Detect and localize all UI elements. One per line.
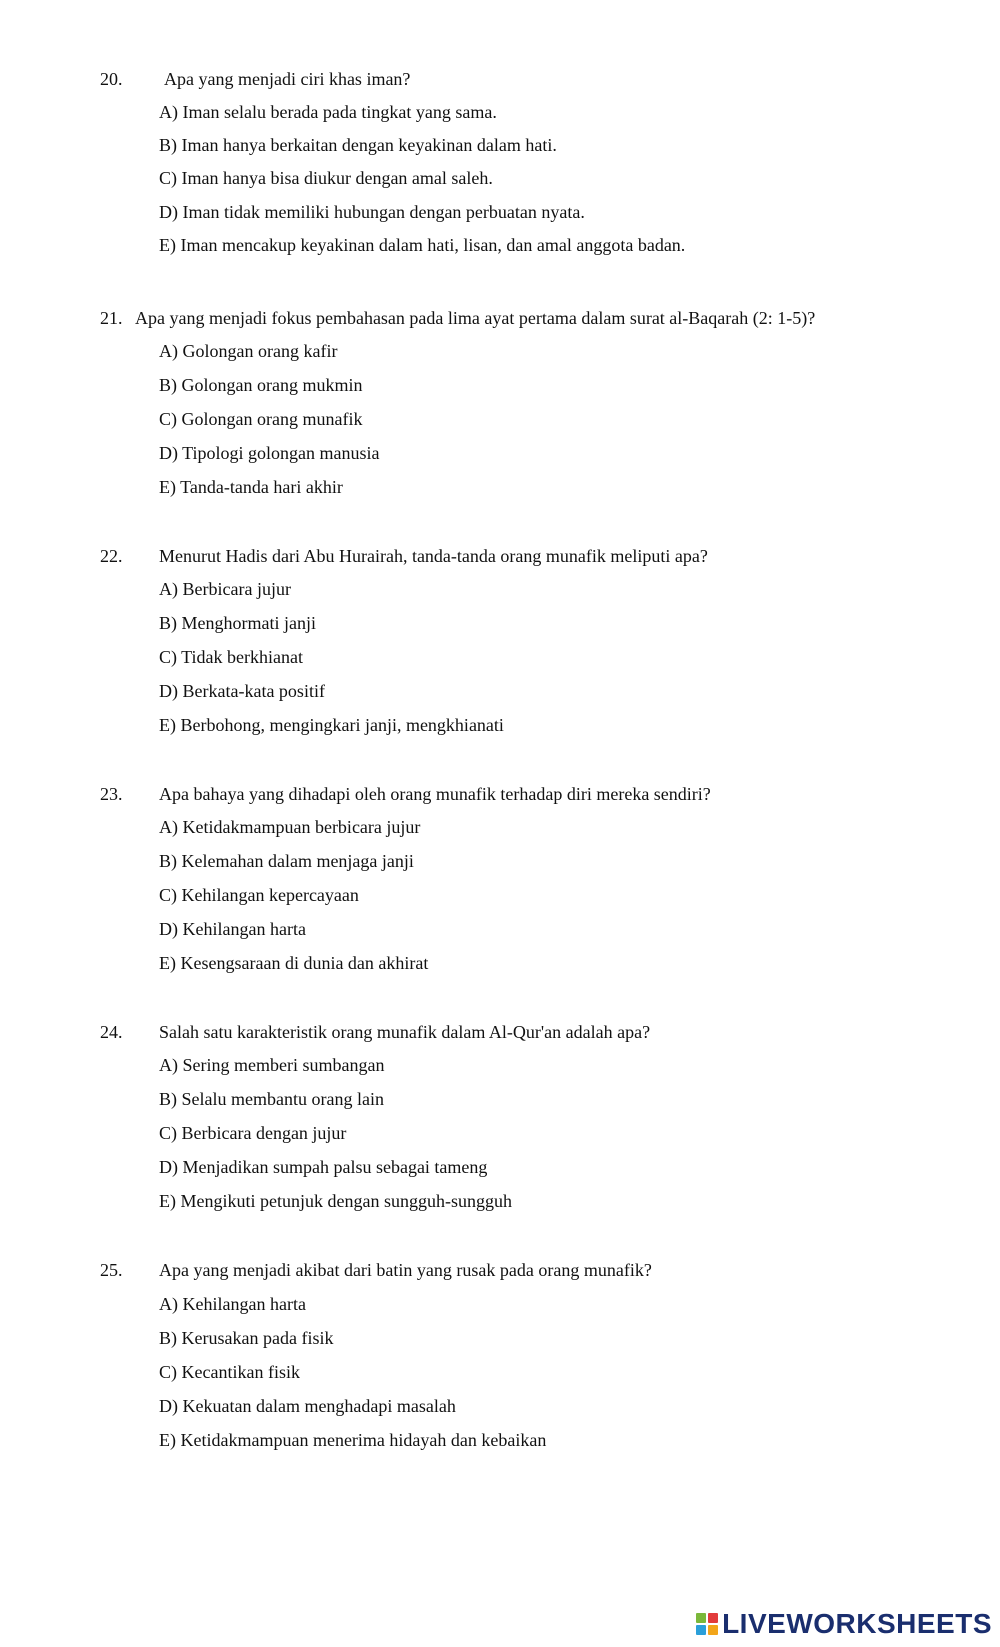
answer-option-c[interactable]: C) Kecantikan fisik xyxy=(159,1362,300,1382)
logo-block-l xyxy=(696,1613,706,1623)
answer-option-a[interactable]: A) Ketidakmampuan berbicara jujur xyxy=(159,817,421,837)
question-number: 23. xyxy=(100,784,123,804)
question-number: 21. xyxy=(100,308,123,328)
logo-text: LIVEWORKSHEETS xyxy=(722,1608,992,1639)
question-number: 24. xyxy=(100,1022,123,1042)
answer-option-e[interactable]: E) Tanda-tanda hari akhir xyxy=(159,477,343,497)
answer-option-e[interactable]: E) Ketidakmampuan menerima hidayah dan kebaikan xyxy=(159,1430,547,1450)
answer-option-a[interactable]: A) Sering memberi sumbangan xyxy=(159,1055,385,1075)
question-number: 20. xyxy=(100,69,123,89)
answer-option-a[interactable]: A) Berbicara jujur xyxy=(159,579,291,599)
answer-option-a[interactable]: A) Iman selalu berada pada tingkat yang sama. xyxy=(159,102,497,122)
answer-option-d[interactable]: D) Berkata-kata positif xyxy=(159,681,325,701)
logo-block-v xyxy=(696,1625,706,1635)
answer-option-e[interactable]: E) Berbohong, mengingkari janji, mengkhianati xyxy=(159,715,504,735)
answer-option-b[interactable]: B) Kelemahan dalam menjaga janji xyxy=(159,851,414,871)
logo-block-e xyxy=(708,1625,718,1635)
question-number: 22. xyxy=(100,546,123,566)
answer-option-e[interactable]: E) Mengikuti petunjuk dengan sungguh-sungguh xyxy=(159,1191,512,1211)
logo-block-i xyxy=(708,1613,718,1623)
answer-option-d[interactable]: D) Tipologi golongan manusia xyxy=(159,443,380,463)
question-text: Apa yang menjadi fokus pembahasan pada lima ayat pertama dalam surat al-Baqarah (2: 1-5)? xyxy=(135,308,816,328)
answer-option-e[interactable]: E) Kesengsaraan di dunia dan akhirat xyxy=(159,953,429,973)
answer-option-d[interactable]: D) Iman tidak memiliki hubungan dengan perbuatan nyata. xyxy=(159,202,585,222)
answer-option-c[interactable]: C) Golongan orang munafik xyxy=(159,409,363,429)
answer-option-e[interactable]: E) Iman mencakup keyakinan dalam hati, lisan, dan amal anggota badan. xyxy=(159,235,686,255)
answer-option-c[interactable]: C) Kehilangan kepercayaan xyxy=(159,885,359,905)
logo-blocks-icon xyxy=(696,1613,718,1635)
answer-option-d[interactable]: D) Menjadikan sumpah palsu sebagai tameng xyxy=(159,1157,488,1177)
answer-option-c[interactable]: C) Tidak berkhianat xyxy=(159,647,303,667)
answer-option-a[interactable]: A) Kehilangan harta xyxy=(159,1294,306,1314)
answer-option-b[interactable]: B) Golongan orang mukmin xyxy=(159,375,363,395)
answer-option-b[interactable]: B) Selalu membantu orang lain xyxy=(159,1089,384,1109)
question-text: Apa bahaya yang dihadapi oleh orang munafik terhadap diri mereka sendiri? xyxy=(159,784,711,804)
question-text: Salah satu karakteristik orang munafik dalam Al-Qur'an adalah apa? xyxy=(159,1022,651,1042)
answer-option-b[interactable]: B) Iman hanya berkaitan dengan keyakinan dalam hati. xyxy=(159,135,557,155)
answer-option-d[interactable]: D) Kekuatan dalam menghadapi masalah xyxy=(159,1396,456,1416)
answer-option-a[interactable]: A) Golongan orang kafir xyxy=(159,341,338,361)
answer-option-b[interactable]: B) Kerusakan pada fisik xyxy=(159,1328,334,1348)
question-text: Apa yang menjadi ciri khas iman? xyxy=(164,69,411,89)
question-text: Apa yang menjadi akibat dari batin yang rusak pada orang munafik? xyxy=(159,1260,652,1280)
answer-option-c[interactable]: C) Iman hanya bisa diukur dengan amal saleh. xyxy=(159,168,493,188)
answer-option-c[interactable]: C) Berbicara dengan jujur xyxy=(159,1123,347,1143)
question-text: Menurut Hadis dari Abu Hurairah, tanda-tanda orang munafik meliputi apa? xyxy=(159,546,708,566)
question-number: 25. xyxy=(100,1260,123,1280)
answer-option-d[interactable]: D) Kehilangan harta xyxy=(159,919,306,939)
answer-option-b[interactable]: B) Menghormati janji xyxy=(159,613,316,633)
liveworksheets-logo xyxy=(696,1609,992,1639)
